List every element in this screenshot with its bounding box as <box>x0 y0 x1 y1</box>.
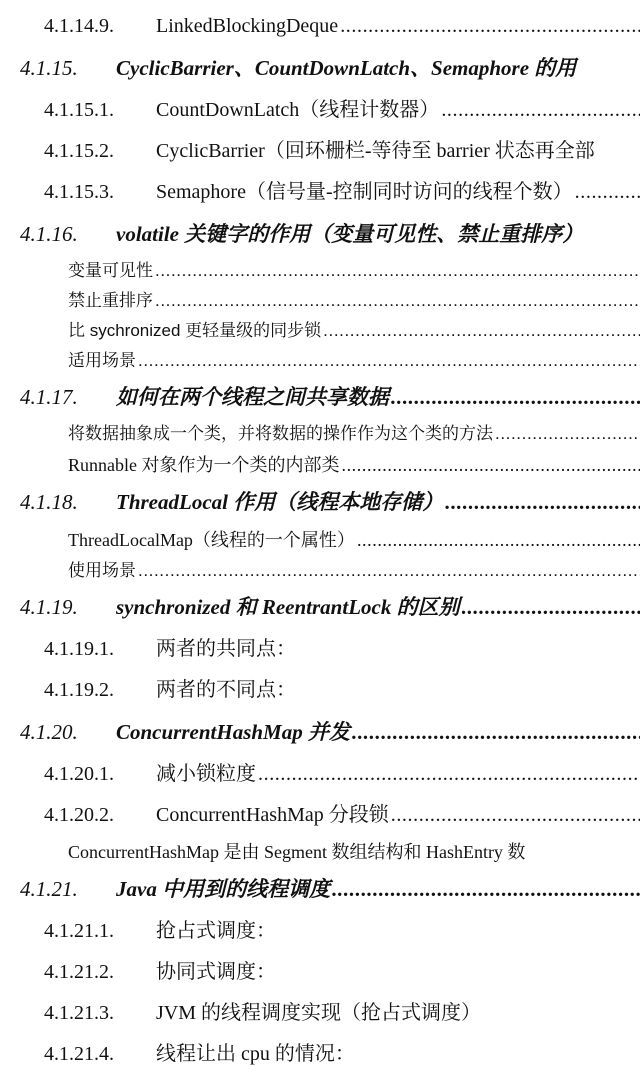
toc-entry-title: 减小锁粒度 <box>156 763 256 785</box>
toc-entry-number: 4.1.19.1. <box>44 638 114 660</box>
toc-entry-title: 禁止重排序 <box>68 291 153 310</box>
toc-entry-number: 4.1.21. <box>20 877 78 901</box>
toc-entry-number: 4.1.15. <box>20 56 78 80</box>
toc-entry[interactable] <box>0 556 640 586</box>
toc-entry[interactable] <box>0 1034 640 1075</box>
toc-leader-dots <box>341 449 640 481</box>
toc-entry[interactable] <box>0 346 640 376</box>
toc-entry-title: ThreadLocal 作用（线程本地存储） <box>116 490 444 514</box>
toc-entry-title: ThreadLocalMap（线程的一个属性） <box>68 530 355 550</box>
toc-entry[interactable] <box>0 524 640 556</box>
toc-entry[interactable] <box>0 172 640 213</box>
toc-entry[interactable] <box>0 711 640 754</box>
toc-entry[interactable] <box>0 836 640 868</box>
toc-leader-dots <box>332 868 640 911</box>
toc-entry-title: JVM 的线程调度实现（抢占式调度） <box>156 1002 482 1024</box>
toc-entry-number: 4.1.21.2. <box>44 961 114 983</box>
toc-entry[interactable] <box>0 754 640 795</box>
toc-entry-title: 比 sychronized 更轻量级的同步锁 <box>68 321 322 340</box>
toc-entry-number: 4.1.17. <box>20 385 78 409</box>
toc-entry-number: 4.1.19.2. <box>44 679 114 701</box>
toc-leader-dots <box>575 172 640 213</box>
toc-entry-title: 两者的不同点： <box>156 679 296 701</box>
toc-entry[interactable] <box>0 90 640 131</box>
toc-entry[interactable] <box>0 316 640 346</box>
toc-entry-title: 如何在两个线程之间共享数据 <box>116 385 389 409</box>
toc-entry-number: 4.1.20.1. <box>44 763 114 785</box>
toc-leader-dots <box>357 524 640 556</box>
toc-entry-title: 抢占式调度： <box>156 920 276 942</box>
toc-leader-dots <box>462 586 640 629</box>
toc-leader-dots <box>138 346 640 376</box>
toc-entry-title: CyclicBarrier（回环栅栏-等待至 barrier 状态再全部 <box>156 140 595 162</box>
toc-entry[interactable] <box>0 629 640 670</box>
toc-entry-number: 4.1.15.3. <box>44 181 114 203</box>
toc-entry-number: 4.1.18. <box>20 490 78 514</box>
toc-entry-title: volatile 关键字的作用（变量可见性、禁止重排序） <box>116 222 584 246</box>
toc-entry[interactable] <box>0 586 640 629</box>
toc-entry-number: 4.1.14.9. <box>44 15 114 37</box>
toc-entry[interactable] <box>0 256 640 286</box>
toc-leader-dots <box>352 711 640 754</box>
toc-leader-dots <box>441 90 640 131</box>
toc-entry[interactable] <box>0 795 640 836</box>
toc-entry-title: synchronized 和 ReentrantLock 的区别 <box>116 595 460 619</box>
toc-entry[interactable] <box>0 6 640 47</box>
toc-entry-title: LinkedBlockingDeque <box>156 15 339 37</box>
toc-entry[interactable] <box>0 286 640 316</box>
toc-entry-number: 4.1.20.2. <box>44 804 114 826</box>
toc-entry[interactable] <box>0 993 640 1034</box>
toc-entry-title: CountDownLatch（线程计数器） <box>156 99 440 121</box>
toc-entry-title: Semaphore（信号量-控制同时访问的线程个数） <box>156 181 573 203</box>
toc-entry-number: 4.1.21.4. <box>44 1043 114 1065</box>
toc-entry-title: 两者的共同点： <box>156 638 296 660</box>
toc-leader-dots <box>155 286 640 316</box>
toc-entry-number: 4.1.21.3. <box>44 1002 114 1024</box>
toc-entry-number: 4.1.21.1. <box>44 920 114 942</box>
toc-entry-title: 使用场景 <box>68 561 136 580</box>
toc-entry[interactable] <box>0 376 640 419</box>
toc-leader-dots <box>323 316 640 346</box>
toc-leader-dots <box>445 481 640 524</box>
toc-entry-number: 4.1.15.1. <box>44 99 114 121</box>
toc-leader-dots <box>138 556 640 586</box>
toc-leader-dots <box>155 256 640 286</box>
toc-entry-number: 4.1.15.2. <box>44 140 114 162</box>
toc-entry-title: 线程让出 cpu 的情况： <box>156 1043 355 1065</box>
toc-entry[interactable] <box>0 868 640 911</box>
toc-entry-title: ConcurrentHashMap 分段锁 <box>156 804 389 826</box>
toc-entry[interactable] <box>0 911 640 952</box>
toc-entry[interactable] <box>0 419 640 449</box>
toc-entry[interactable] <box>0 670 640 711</box>
toc-entry-number: 4.1.16. <box>20 222 78 246</box>
toc-entry[interactable] <box>0 131 640 172</box>
toc-entry-number: 4.1.20. <box>20 720 78 744</box>
toc-leader-dots <box>391 376 640 419</box>
toc-leader-dots <box>258 754 640 795</box>
toc-leader-dots <box>340 6 640 47</box>
toc-entry-number: 4.1.19. <box>20 595 78 619</box>
toc-leader-dots <box>495 419 640 449</box>
toc-entry[interactable] <box>0 481 640 524</box>
toc-entry[interactable] <box>0 449 640 481</box>
toc-entry-title: Java 中用到的线程调度 <box>116 877 331 901</box>
toc-entry-title: CyclicBarrier、CountDownLatch、Semaphore 的用 <box>116 56 577 80</box>
toc-entry-title: Runnable 对象作为一个类的内部类 <box>68 455 340 475</box>
toc-leader-dots <box>391 795 640 836</box>
toc-entry-title: ConcurrentHashMap 并发 <box>116 720 350 744</box>
toc-entry-title: 将数据抽象成一个类，并将数据的操作作为这个类的方法 <box>68 424 493 443</box>
toc-entry-title: ConcurrentHashMap 是由 Segment 数组结构和 HashEntry 数 <box>68 842 526 862</box>
toc-entry-title: 协同式调度： <box>156 961 276 983</box>
toc-entry-title: 适用场景 <box>68 351 136 370</box>
toc-entry[interactable] <box>0 47 640 90</box>
toc-entry[interactable] <box>0 213 640 256</box>
toc-entry[interactable] <box>0 952 640 993</box>
toc-entry-title: 变量可见性 <box>68 261 153 280</box>
